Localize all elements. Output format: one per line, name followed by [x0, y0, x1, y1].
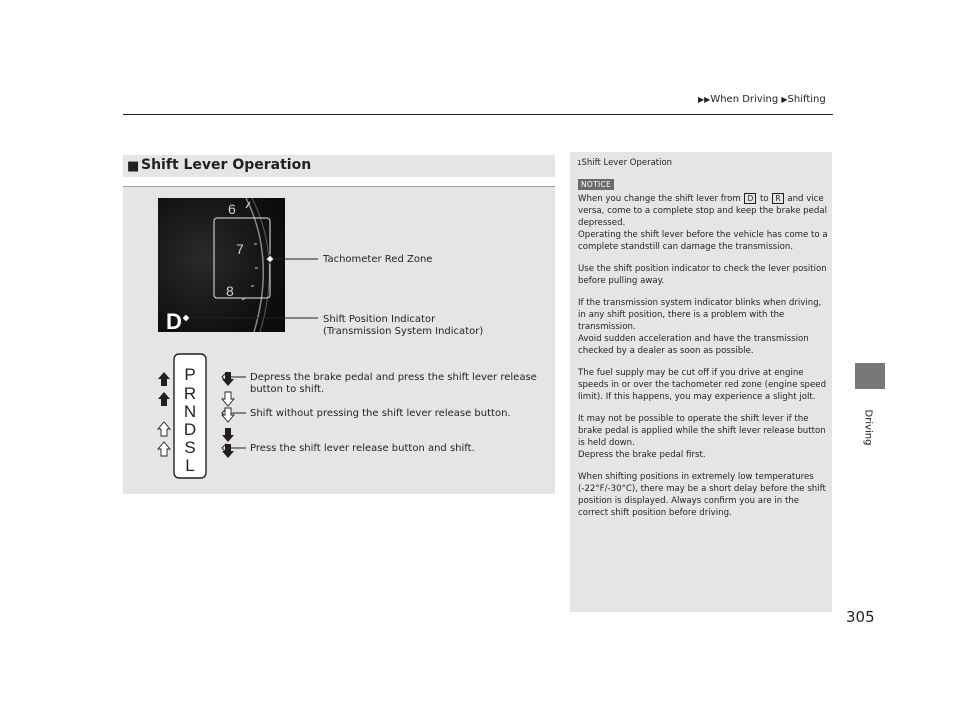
notes-text: and vice versa, come to a complete stop and keep the brake pedal depressed. — [578, 194, 827, 228]
notes-title-text: Shift Lever Operation — [581, 158, 673, 168]
legend-release-button: Press the shift lever release button and shift. — [250, 443, 475, 454]
notes-text: to — [759, 194, 769, 204]
notes-ref-number: 1 — [577, 159, 582, 167]
page-number: 305 — [846, 608, 875, 626]
arrow-down-outline-icon — [222, 408, 234, 422]
gear-label-r: R — [183, 384, 197, 403]
gear-key-d: D — [744, 193, 756, 204]
chapter-tab-label: Driving — [862, 409, 874, 446]
notes-sidebar — [570, 152, 832, 612]
notice-badge: NOTICE — [578, 179, 614, 190]
arrow-down-outline-icon — [222, 392, 234, 406]
notes-text: When you change the shift lever from — [578, 194, 741, 204]
breadcrumb-arrow-icon: ▶▶ — [698, 95, 711, 104]
arrow-up-outline-icon — [158, 422, 170, 436]
notes-title — [577, 158, 672, 168]
notes-text: Avoid sudden acceleration and have the transmission checked by a dealer as soon as possible. — [578, 334, 809, 356]
notes-body — [578, 193, 828, 529]
tach-number-6: 6 — [228, 201, 236, 217]
gear-label-n: N — [183, 402, 197, 421]
gear-label-p: P — [184, 365, 196, 384]
legend-press-release-line2: button to shift. — [250, 384, 325, 395]
square-bullet-icon: ■ — [127, 159, 140, 174]
arrow-down-solid-icon — [222, 428, 234, 442]
shift-gate-diagram — [150, 352, 240, 480]
arrow-up-solid-icon — [158, 392, 170, 406]
notes-paragraph — [578, 193, 828, 253]
notes-text: If the transmission system indicator blinks when driving, in any shift position, there is a problem with the transmission. — [578, 298, 822, 332]
notes-text: Depress the brake pedal first. — [578, 450, 706, 460]
arrow-down-solid-icon — [222, 372, 234, 386]
arrow-up-solid-icon — [158, 372, 170, 386]
notes-paragraph: The fuel supply may be cut off if you drive at engine speeds in or over the tachometer red zone (engine speed limit). If this happens, you may experience a slight jolt. — [578, 368, 827, 402]
gear-label-d: D — [183, 420, 197, 439]
notes-text: It may not be possible to operate the shift lever if the brake pedal is applied while the shift lever release button is held down. — [578, 414, 826, 448]
tach-number-8: 8 — [226, 283, 234, 299]
section-title: Shift Lever Operation — [141, 157, 312, 173]
notes-paragraph: Use the shift position indicator to check the lever position before pulling away. — [578, 264, 827, 286]
notes-paragraph — [578, 413, 828, 461]
callout-indicator-line1: Shift Position Indicator — [323, 314, 436, 325]
arrow-down-solid-icon — [222, 444, 234, 458]
gear-label-l: L — [185, 456, 195, 475]
notes-paragraph: When shifting positions in extremely low temperatures (-22°F/-30°C), there may be a short delay before the shift position is displayed. Always confirm you are in the correct shift position before driving. — [578, 472, 826, 518]
legend-no-press: Shift without pressing the shift lever release button. — [250, 408, 511, 419]
gear-indicator-d: D — [166, 309, 182, 332]
arrow-up-outline-icon — [158, 442, 170, 456]
callout-red-zone: Tachometer Red Zone — [323, 254, 433, 265]
gear-label-s: S — [184, 438, 196, 457]
callout-indicator-line2: (Transmission System Indicator) — [323, 326, 484, 337]
notes-text: Operating the shift lever before the vehicle has come to a complete standstill can damage the transmission. — [578, 230, 828, 252]
gear-key-r: R — [772, 193, 783, 204]
breadcrumb-arrow-icon: ▶ — [781, 95, 788, 104]
legend-press-release-line1: Depress the brake pedal and press the shift lever release — [250, 372, 537, 383]
breadcrumb-level2: Shifting — [787, 94, 826, 105]
notes-paragraph — [578, 297, 828, 357]
tach-number-7: 7 — [236, 241, 244, 257]
breadcrumb-level1: When Driving — [710, 94, 779, 105]
